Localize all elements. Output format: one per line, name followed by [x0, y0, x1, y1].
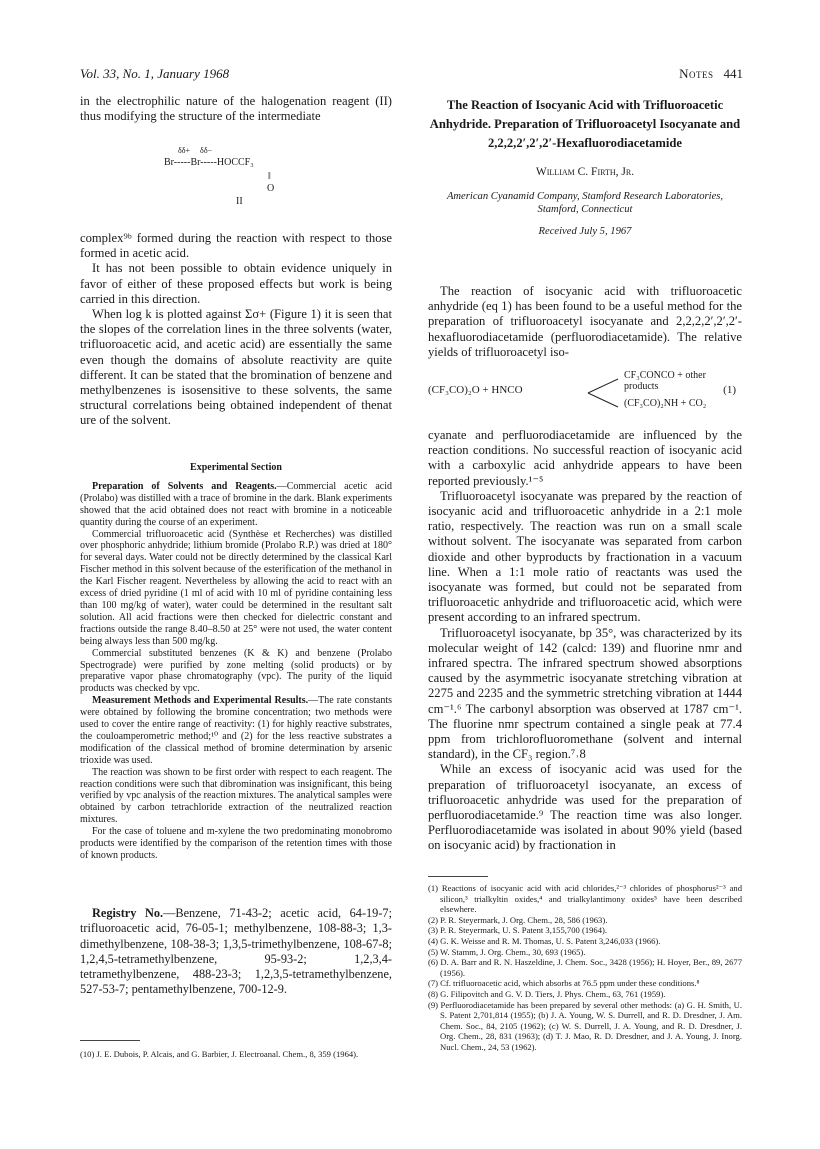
experimental-section — [80, 462, 392, 862]
footnote-9: (9) Perfluorodiacetamide has been prepared by several other methods: (a) G. H. Smith, U. S. Patent 2,701,814 (1955); (b) J. A. Young, W. S. Durrell, and R. D. Dresdner, J. Am. Chem. Soc., 84, 2105 (1962); (c) W. S. Durrell, J. A. Young, and R. D. Dresdner, J. Org. Chem., 28, 831 (1963); (d) T. J. Mao, R. D. Dresdner, and J. A. Young, J. Inorg. Nucl. Chem., 24, 53 (1962). — [428, 999, 742, 1052]
left-column — [80, 94, 392, 124]
article-title: The Reaction of Isocyanic Acid with Trifluoroacetic Anhydride. Preparation of Trifluoroacetyl Isocyanate and 2,2,2,2′,2′,2′-Hexafluorodiacetamide — [429, 98, 741, 150]
footnote-3: (3) P. R. Steyermark, U. S. Patent 3,155,700 (1964). — [428, 925, 608, 936]
exp-paragraph-6: For the case of toluene and m-xylene the two predominating monobromo products were identified by the comparison of the retention times with those of known products. — [80, 826, 392, 861]
equation-reactants: (CF₃CO)₂O + HNCO — [428, 384, 523, 396]
registry-section — [80, 906, 392, 998]
exp-subhead-solvents: Preparation of Solvents and Reagents. — [92, 480, 277, 492]
right-paragraph-4: Trifluoroacetyl isocyanate, bp 35°, was characterized by its molecular weight of 142 (calcd: 139) and fluorine nmr and infrared spectra. The infrared spectrum showed absorptions caused by the asymmetric isocyanate stretching vibration at 2275 and 2235 and the symmetric stretching vibration at 1444 cm⁻¹.⁶ The carbonyl absorption was observed at 1787 cm⁻¹. The fluorine nmr spectrum contained a single peak at 77.4 ppm from trichlorofluoromethane (solvent and internal standard), in the CF₃ region.⁷˒8 — [428, 625, 742, 762]
left-paragraph-1: in the electrophilic nature of the halogenation reagent (II) thus modifying the structure of the intermediate — [80, 94, 392, 124]
footnote-6: (6) D. A. Barr and R. N. Haszeldine, J. Chem. Soc., 3428 (1956); H. Hoyer, Ber., 89, 2677 (1956). — [428, 957, 742, 978]
equation-product-bottom: (CF₃CO)₂NH + CO₂ — [624, 398, 707, 409]
exp-paragraph-1: —Commercial acetic acid (Prolabo) was distilled with a trace of bromine in the dark. Blank experiments showed that the acid obtained does not react with bromine in a noticeable quantity during the course of an experiment. — [80, 480, 392, 528]
right-paragraph-5: While an excess of isocyanic acid was used for the preparation of trifluoroacetyl isocyanate, an excess of trifluoroacetic anhydride was used for the preparation of perfluorodiacetamide.⁹ The reaction time was also longer. Perfluorodiacetamide was isolated in about 90% yield (based on isocyanic acid) by fractionation in — [428, 762, 742, 853]
left-paragraph-3: It has not been possible to obtain evidence uniquely in favor of either of these proposed effects but work is being carried in this direction. — [80, 261, 392, 306]
received-date: Received July 5, 1967 — [538, 226, 632, 237]
right-paragraph-3: Trifluoroacetyl isocyanate was prepared by the reaction of isocyanic acid and trifluoroacetic anhydride in a 2:1 mole ratio, respectively. The reaction was run on a small scale without solvent. The isocyanate was separated from carbon dioxide and other byproducts by fractionation in a vacuum line. When a 1:1 mole ratio of reactants was used the isocyanate was formed, but could not be separated from trifluoroacetic anhydride and trifluoroacetic acid, which were present according to an infrared spectrum. — [428, 488, 742, 625]
exp-subhead-methods: Measurement Methods and Experimental Results. — [92, 695, 309, 707]
article-affiliation: American Cyanamid Company, Stamford Research Laboratories, Stamford, Connecticut — [446, 191, 724, 215]
article-title-block — [428, 96, 742, 237]
equation-number: (1) — [723, 384, 736, 396]
right-intro — [428, 284, 742, 360]
footnote-5: (5) W. Stamm, J. Org. Chem., 30, 693 (1965). — [428, 946, 586, 957]
registry-text: —Benzene, 71-43-2; acetic acid, 64-19-7; trifluoroacetic acid, 76-05-1; methylbenzene, 108-88-3; 1,3-dimethylbenzene, 108-38-3; 1,3,5-trimethylbenzene, 108-67-8; 1,2,4,5-tetramethylbenzene, 95-93-2; 1,2,3,4-tetramethylbenzene, 488-23-3; 1,2,3,5-tetramethylbenzene, 527-53-7; pentamethylbenzene, 700-12-9. — [80, 906, 392, 997]
footnote-rule — [80, 1040, 140, 1041]
right-footnotes — [428, 876, 742, 1053]
left-paragraph-2: complex⁹ᵇ formed during the reaction with respect to those formed in acetic acid. — [80, 231, 392, 261]
footnote-1: (1) Reactions of isocyanic acid with acid chlorides,²⁻³ chlorides of phosphorus²⁻³ and silicon,³ trialkyltin oxides,⁴ and trialkylantimony oxides⁵ have been described elsewhere. — [428, 883, 742, 915]
structure-charges: δδ+ δδ− — [178, 146, 213, 155]
registry-heading: Registry No. — [92, 906, 164, 920]
structure-II — [150, 146, 350, 218]
exp-paragraph-4: —The rate constants were obtained by following the bromine concentration; two methods were used to cover the entire range of reactivity: (1) for highly reactive substrates, the couloamperometric method;¹⁰ and (2) for the less reactive substrates a modification of the classical method of bromine determination by arsenic trioxide was used. — [80, 695, 392, 766]
equation-arrows — [586, 376, 622, 410]
footnote-4: (4) G. K. Weisse and R. M. Thomas, U. S. Patent 3,246,033 (1966). — [428, 935, 661, 946]
right-body — [428, 428, 742, 854]
section-name: Notes — [679, 66, 714, 81]
footnote-list — [428, 883, 742, 1053]
structure-double-bond: ‖ — [268, 171, 271, 182]
structure-oxygen: O — [267, 183, 275, 194]
footnote-8: (8) G. Filipovitch and G. V. D. Tiers, J. Phys. Chem., 63, 761 (1959). — [428, 988, 666, 999]
exp-paragraph-2: Commercial trifluoroacetic acid (Synthèse et Recherches) was distilled over phosphoric anhydride; lithium bromide (Prolabo R.P.) was dried at 180° for several days. Water could not be directly determined by the classical Karl Fischer method in this solvent because of the esterification of the methanol in the Karl Fischer reagent. Nevertheless by allowing the acid to react with an excess of dried pyridine (1 ml of acid with 10 ml of pyridine containing less than 100 mg/kg of water), water could be determined in the resultant salt solution. All acid fractions were then checked for dielectric constant and fractions outside the range 8.40–8.50 at 25° were not used, the water content being always less than 500 mg/kg. — [80, 528, 392, 647]
footnote-7: (7) Cf. trifluoroacetic acid, which absorbs at 76.5 ppm under these conditions.⁸ — [428, 978, 700, 989]
footnote-rule-right — [428, 876, 488, 877]
footnote-2: (2) P. R. Steyermark, J. Org. Chem., 28, 586 (1963). — [428, 914, 608, 925]
right-paragraph-1: The reaction of isocyanic acid with trifluoroacetic anhydride (eq 1) has been found to be a useful method for the preparation of trifluoroacetyl isocyanate and 2,2,2,2′,2′,2′-hexafluorodiacetamide (perfluorodiacetamide). The relative yields of trifluoroacetyl iso- — [428, 284, 742, 359]
structure-label: II — [236, 196, 243, 207]
experimental-heading: Experimental Section — [190, 462, 282, 473]
equation-product-top: CF₃CONCO + other products — [624, 370, 706, 392]
running-header-right — [628, 66, 743, 82]
exp-paragraph-3: Commercial substituted benzenes (K & K) and benzene (Prolabo Spectrograde) were purified by zone melting (solid products) or by preparative vapor phase chromatography (vpc). The purity of the liquid products was checked by vpc. — [80, 647, 392, 695]
page-number: 441 — [723, 66, 743, 81]
footnote-10: (10) J. E. Dubois, P. Alcais, and G. Barbier, J. Electroanal. Chem., 8, 359 (1964). — [80, 1049, 359, 1059]
left-column-body — [80, 231, 392, 429]
structure-formula: Br-----Br-----HOCCF₃ — [164, 157, 254, 168]
left-footnotes — [80, 1040, 392, 1060]
article-author: William C. Firth, Jr. — [535, 166, 635, 178]
left-paragraph-4: When log k is plotted against Σσ+ (Figure 1) it is seen that the slopes of the correlation lines in the three solvents (water, trifluoroacetic acid, and acetic acid) are essentially the same even though the domains of absolute reactivity are quite different. It can be stated that the bromination of benzene and methylbenzenes is isosensitive to these solvents, the same structural correlations being obtained independent of thenat ure of the solvent. — [80, 307, 392, 428]
right-paragraph-2: cyanate and perfluorodiacetamide are influenced by the reaction conditions. No successful reaction of isocyanic acid with a carboxylic acid anhydride appears to have been reported previously.¹⁻⁵ — [428, 428, 742, 488]
equation-1 — [428, 368, 742, 418]
exp-paragraph-5: The reaction was shown to be first order with respect to each reagent. The reaction conditions were such that dibromination was insignificant, this being verified by vpc analysis of the reaction mixtures. The analytical samples were obtained by carbon tetrachloride extraction of the neutralized reaction mixtures. — [80, 766, 392, 826]
running-header-journal: Vol. 33, No. 1, January 1968 — [80, 66, 230, 81]
